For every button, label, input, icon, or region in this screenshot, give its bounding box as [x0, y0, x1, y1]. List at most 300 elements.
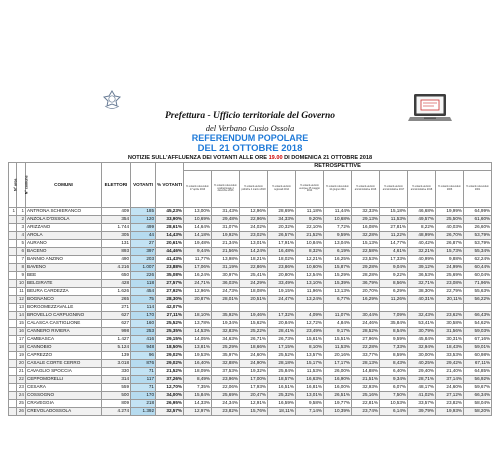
comune-number-cell: 20 [17, 360, 26, 368]
comune-name-cell: CANNOBIO [26, 344, 102, 352]
retro-cell: 7,14% [296, 408, 324, 416]
retro-cell: 15,87% [324, 264, 352, 272]
pct-votanti-cell: 27,11% [156, 312, 184, 320]
retro-cell: 13,00% [184, 208, 212, 216]
retro-cell: 35,84% [380, 320, 408, 328]
retro-cell: 16,59% [268, 400, 296, 408]
comune-number-cell: 9 [17, 272, 26, 280]
retro-cell: 45,84% [408, 336, 436, 344]
elettori-cell: 271 [102, 304, 131, 312]
elettori-cell: 893 [102, 248, 131, 256]
retro-cell: 28,28% [352, 272, 380, 280]
retro-cell: 9,04% [380, 264, 408, 272]
retro-cell: 26,71% [240, 336, 268, 344]
table-row [9, 312, 492, 320]
comune-name-cell: CAPREZZO [26, 352, 102, 360]
retro-cell: 67,11% [464, 360, 492, 368]
retro-cell: 11,26% [380, 296, 408, 304]
elettori-cell: 4.274 [102, 408, 131, 416]
table-row [9, 256, 492, 264]
retro-cell: 32,93% [352, 384, 380, 392]
retro-cell: 9,59% [324, 232, 352, 240]
area-cell [9, 256, 17, 264]
elettori-cell: 305 [102, 232, 131, 240]
votanti-cell: 203 [131, 256, 156, 264]
retro-cell: 6,77% [324, 296, 352, 304]
retro-cell: 16,48% [268, 248, 296, 256]
retro-cell: 15,18% [380, 208, 408, 216]
retro-cell: 17,91% [268, 240, 296, 248]
votanti-cell: 118 [131, 280, 156, 288]
retro-cell: 34,63% [212, 336, 240, 344]
retro-cell [352, 304, 380, 312]
retro-cell: 13,57% [296, 352, 324, 360]
retro-cell [268, 304, 296, 312]
retro-cell: 59,67% [464, 384, 492, 392]
pct-votanti-cell: 41,43% [156, 256, 184, 264]
retro-cell: 8,54% [380, 328, 408, 336]
retro-cell: 7,35% [184, 384, 212, 392]
votanti-cell: 253 [131, 328, 156, 336]
retro-cell: 39,12% [408, 264, 436, 272]
pct-votanti-cell: 35,08% [156, 272, 184, 280]
elettori-cell: 5.124 [102, 344, 131, 352]
retro-cell: 20,87% [184, 296, 212, 304]
comune-number-cell: 23 [17, 384, 26, 392]
table-row [9, 344, 492, 352]
area-cell [9, 280, 17, 288]
retro-cell: 20,84% [268, 320, 296, 328]
area-cell [9, 376, 17, 384]
retro-cell: 20,80% [268, 272, 296, 280]
retro-cell: 18,08% [240, 288, 268, 296]
retro-cell: 12,96% [184, 288, 212, 296]
elettori-cell: 354 [102, 216, 131, 224]
retro-cell: 7,72% [324, 224, 352, 232]
retro-cell: 46,68% [408, 208, 436, 216]
retro-cell: 18,57% [268, 376, 296, 384]
pct-votanti-cell: 37,26% [156, 376, 184, 384]
table-row [9, 232, 492, 240]
retro-cell: 35,92% [212, 312, 240, 320]
retro-cell: 13,04% [324, 240, 352, 248]
retro-cell: 33,49% [268, 280, 296, 288]
comune-number-cell: 11 [17, 288, 26, 296]
col-header-comuni: COMUNI [26, 163, 102, 208]
retro-cell: 30,31% [436, 336, 464, 344]
votanti-cell: 71 [131, 384, 156, 392]
retro-cell: 13,13% [324, 288, 352, 296]
retro-header: % votanti referendum 12 giugno 2011 [324, 171, 352, 208]
turnout-hour: 19.00 [268, 155, 283, 161]
retro-cell: 13,78% [184, 320, 212, 328]
retro-cell: 54,62% [464, 320, 492, 328]
retro-cell: 18,66% [240, 344, 268, 352]
retro-cell: 37,14% [436, 376, 464, 384]
pct-votanti-cell: 29,15% [156, 336, 184, 344]
retro-cell: 12,91% [240, 400, 268, 408]
retro-cell: 24,02% [240, 224, 268, 232]
table-row [9, 264, 492, 272]
retro-cell: 17,93% [240, 384, 268, 392]
table-row [9, 320, 492, 328]
area-cell [9, 216, 17, 224]
elettori-cell: 490 [102, 256, 131, 264]
retro-cell: 31,43% [212, 208, 240, 216]
retro-cell: 22,79% [436, 288, 464, 296]
retro-cell: 17,15% [268, 344, 296, 352]
retro-cell: 21,34% [212, 240, 240, 248]
retro-cell: 33,77% [352, 352, 380, 360]
comune-name-cell: BACENO [26, 248, 102, 256]
retro-cell: 23,82% [436, 400, 464, 408]
elettori-cell: 627 [102, 320, 131, 328]
elettori-cell: 139 [102, 352, 131, 360]
retro-cell: 32,94% [408, 344, 436, 352]
retro-cell: 13,10% [296, 280, 324, 288]
retro-cell: 23,08% [436, 280, 464, 288]
elettori-cell: 428 [102, 280, 131, 288]
retro-cell: 58,20% [464, 408, 492, 416]
retro-cell: 25,52% [268, 352, 296, 360]
table-row [9, 376, 492, 384]
retro-cell: 10,68% [324, 216, 352, 224]
comune-number-cell: 6 [17, 248, 26, 256]
retro-cell: 32,21% [408, 248, 436, 256]
retro-cell: 11,44% [324, 208, 352, 216]
area-cell [9, 320, 17, 328]
comune-number-cell: 13 [17, 304, 26, 312]
retro-cell: 24,73% [212, 288, 240, 296]
retro-cell: 32,28% [352, 232, 380, 240]
retro-cell: 9,88% [436, 256, 464, 264]
retro-cell: 19,46% [240, 312, 268, 320]
retro-cell: 30,97% [212, 272, 240, 280]
retro-cell: 26,00% [324, 368, 352, 376]
retro-cell: 18,10% [184, 312, 212, 320]
elettori-cell: 409 [102, 208, 131, 216]
area-cell [9, 224, 17, 232]
retro-cell: 25,50% [436, 216, 464, 224]
retro-cell: 60,44% [464, 264, 492, 272]
area-cell [9, 328, 17, 336]
retro-cell: 15,61% [296, 336, 324, 344]
pct-votanti-cell: 12,70% [156, 384, 184, 392]
retro-cell: 24,90% [240, 360, 268, 368]
comune-name-cell: ARIZZANO [26, 224, 102, 232]
pct-votanti-cell: 23,88% [156, 264, 184, 272]
votanti-cell: 170 [131, 312, 156, 320]
votanti-cell: 120 [131, 216, 156, 224]
area-cell [9, 312, 17, 320]
elettori-cell: 265 [102, 296, 131, 304]
retro-cell: 19,53% [184, 352, 212, 360]
area-cell [9, 336, 17, 344]
pct-votanti-cell: 28,30% [156, 296, 184, 304]
elettori-cell: 1.626 [102, 288, 131, 296]
retro-cell: 11,96% [296, 288, 324, 296]
retro-cell: 9,22% [380, 272, 408, 280]
retro-cell: 8,59% [380, 352, 408, 360]
comune-number-cell: 24 [17, 392, 26, 400]
retro-cell: 26,70% [436, 232, 464, 240]
comune-name-cell: BAVENO [26, 264, 102, 272]
retro-cell: 17,00% [240, 376, 268, 384]
retro-cell: 16,90% [324, 376, 352, 384]
comune-name-cell: CANNERO RIVIERA [26, 328, 102, 336]
retro-cell: 15,29% [324, 272, 352, 280]
comune-number-cell: 21 [17, 368, 26, 376]
pct-votanti-cell: 29,02% [156, 360, 184, 368]
retro-cell: 19,48% [184, 240, 212, 248]
retro-cell: 14,18% [184, 232, 212, 240]
retro-cell: 10,53% [380, 400, 408, 408]
pct-votanti-cell: 33,90% [156, 216, 184, 224]
retro-cell: 29,42% [436, 360, 464, 368]
elettori-cell: 559 [102, 384, 131, 392]
comune-name-cell: BELGIRATE [26, 280, 102, 288]
pct-votanti-cell: 45,23% [156, 208, 184, 216]
retro-cell: 9,59% [380, 336, 408, 344]
retro-cell: 28,71% [408, 376, 436, 384]
retro-cell: 8,43% [380, 360, 408, 368]
comune-number-cell: 12 [17, 296, 26, 304]
retro-cell: 53,41% [408, 320, 436, 328]
area-cell: 1 [9, 208, 17, 216]
retro-cell: 29,48% [212, 216, 240, 224]
referendum-date: DEL 21 OTTOBRE 2018 [197, 143, 303, 154]
comune-number-cell: 17 [17, 336, 26, 344]
elettori-cell: 627 [102, 312, 131, 320]
retro-cell: 24,60% [436, 384, 464, 392]
table-row [9, 216, 492, 224]
retro-cell: 15,13% [352, 240, 380, 248]
comune-number-cell: 14 [17, 312, 26, 320]
comune-number-cell: 18 [17, 344, 26, 352]
retro-cell: 4,09% [296, 312, 324, 320]
retro-cell: 26,87% [436, 240, 464, 248]
retro-cell: 40,03% [436, 224, 464, 232]
retro-cell: 11,53% [324, 344, 352, 352]
retro-cell: 12,72% [296, 320, 324, 328]
retro-cell: 28,52% [352, 328, 380, 336]
retro-cell: 64,99% [464, 208, 492, 216]
pct-votanti-cell: 29,02% [156, 352, 184, 360]
retro-cell: 13,98% [212, 256, 240, 264]
pct-votanti-cell: 42,07% [156, 304, 184, 312]
area-cell [9, 344, 17, 352]
comune-name-cell: CALASCA CASTIGLIONE [26, 320, 102, 328]
retro-cell: 30,58% [436, 320, 464, 328]
comune-name-cell: BEE [26, 272, 102, 280]
turnout-table [8, 162, 492, 416]
comune-name-cell: BOGNANCO [26, 296, 102, 304]
retro-cell: 19,99% [436, 208, 464, 216]
col-header-elettori: ELETTORI [102, 163, 131, 208]
retro-cell: 24,34% [212, 400, 240, 408]
retro-cell: 23,53% [352, 256, 380, 264]
votanti-cell: 218 [131, 400, 156, 408]
retro-cell: 4,61% [380, 248, 408, 256]
retro-cell: 48,99% [408, 232, 436, 240]
retro-cell: 29,13% [352, 216, 380, 224]
retro-cell: 56,92% [464, 376, 492, 384]
retro-cell: 10,84% [296, 240, 324, 248]
votanti-cell: 75 [131, 296, 156, 304]
comune-number-cell: 2 [17, 216, 26, 224]
col-header-votanti: VOTANTI [131, 163, 156, 208]
col-header-area: N° area [9, 163, 17, 208]
retro-cell: 32,43% [408, 312, 436, 320]
comune-number-cell: 10 [17, 280, 26, 288]
prefecture-title: Prefettura - Ufficio territoriale del Governo [164, 111, 335, 121]
retro-cell: 58,04% [464, 400, 492, 408]
retro-cell: 6,07% [380, 384, 408, 392]
retro-cell: 32,71% [408, 280, 436, 288]
votanti-cell: 114 [131, 304, 156, 312]
retro-cell: 8,10% [296, 344, 324, 352]
area-cell [9, 296, 17, 304]
retro-cell: 11,53% [380, 216, 408, 224]
retro-cell: 62,24% [464, 256, 492, 264]
comune-number-cell: 3 [17, 224, 26, 232]
retro-cell: 16,40% [184, 360, 212, 368]
retro-cell: 28,18% [268, 360, 296, 368]
retro-cell: 9,20% [296, 216, 324, 224]
retro-cell: 11,07% [324, 312, 352, 320]
retro-cell: 14,05% [184, 336, 212, 344]
retro-cell: 41,02% [408, 392, 436, 400]
retro-cell: 16,51% [268, 384, 296, 392]
retro-cell: 32,88% [212, 360, 240, 368]
retro-cell: 16,63% [296, 376, 324, 384]
retro-cell: 19,15% [268, 288, 296, 296]
retro-cell: 49,57% [408, 216, 436, 224]
retro-cell: 16,24% [184, 272, 212, 280]
republic-emblem-icon [103, 90, 121, 110]
retro-cell: 25,84% [268, 368, 296, 376]
retro-cell: 15,73% [436, 248, 464, 256]
retro-cell: 14,53% [184, 328, 212, 336]
area-cell [9, 288, 17, 296]
area-cell [9, 248, 17, 256]
retro-header: % votanti elezioni politiche 4 marzo 2018 [240, 171, 268, 208]
retro-cell: 40,25% [408, 360, 436, 368]
pct-votanti-cell: 21,52% [156, 368, 184, 376]
retro-cell: 66,34% [464, 392, 492, 400]
retro-cell: 30,79% [408, 328, 436, 336]
retro-cell: 32,33% [352, 208, 380, 216]
retro-cell: 19,32% [240, 368, 268, 376]
retro-cell: 6,14% [380, 408, 408, 416]
retro-cell: 15,76% [240, 408, 268, 416]
retro-cell: 31,19% [212, 264, 240, 272]
retro-cell: 8,49% [184, 376, 212, 384]
retro-cell [380, 304, 408, 312]
retro-cell: 11,53% [296, 368, 324, 376]
retro-cell: 16,81% [296, 384, 324, 392]
retro-cell: 20,47% [240, 392, 268, 400]
retro-cell: 28,69% [268, 208, 296, 216]
table-row [9, 328, 492, 336]
comune-number-cell: 8 [17, 264, 26, 272]
area-cell [9, 360, 17, 368]
retro-cell: 16,08% [352, 224, 380, 232]
col-header-retrospettive: RETROSPETTIVE [184, 163, 492, 171]
retro-cell: 18,09% [184, 368, 212, 376]
table-row [9, 368, 492, 376]
retro-cell: 24,47% [268, 296, 296, 304]
retro-cell: 23,02% [240, 232, 268, 240]
pct-votanti-cell: 34,00% [156, 392, 184, 400]
retro-cell: 28,41% [268, 328, 296, 336]
retro-cell: 12,21% [296, 256, 324, 264]
retro-cell: 28,13% [352, 360, 380, 368]
retro-cell: 22,81% [352, 400, 380, 408]
retro-cell: 56,22% [464, 296, 492, 304]
retro-cell: 16,29% [352, 296, 380, 304]
area-cell [9, 392, 17, 400]
retro-cell: 13,01% [240, 240, 268, 248]
retro-cell: 40,99% [408, 256, 436, 264]
comune-name-cell: CASALE CORTE CERRO [26, 360, 102, 368]
table-row [9, 360, 492, 368]
retro-cell: 24,60% [240, 352, 268, 360]
votanti-cell: 226 [131, 272, 156, 280]
comune-name-cell: BEURA CARDEZZA [26, 288, 102, 296]
retro-cell: 59,01% [464, 344, 492, 352]
retro-cell: 27,96% [352, 336, 380, 344]
comune-name-cell: AROLA [26, 232, 102, 240]
elettori-cell: 809 [102, 400, 131, 408]
comune-name-cell: BANNIO ANZINO [26, 256, 102, 264]
retro-cell: 19,77% [324, 400, 352, 408]
votanti-cell: 1.392 [131, 408, 156, 416]
elettori-cell: 131 [102, 240, 131, 248]
comune-name-cell: CAVAGLIO SPOCCIA [26, 368, 102, 376]
retro-cell: 10,60% [296, 264, 324, 272]
retro-header: % votanti elezioni amministrative 2016 [352, 171, 380, 208]
retro-cell: 13,24% [296, 296, 324, 304]
retro-cell [408, 304, 436, 312]
retro-cell: 10,69% [184, 216, 212, 224]
retro-cell: 14,64% [184, 224, 212, 232]
votanti-cell: 397 [131, 248, 156, 256]
table-row [9, 304, 492, 312]
retro-cell: 25,69% [436, 272, 464, 280]
retro-cell: 9,58% [296, 400, 324, 408]
comune-name-cell: CAMBIASCA [26, 336, 102, 344]
retro-cell: 31,56% [436, 328, 464, 336]
retro-cell: 18,43% [436, 344, 464, 352]
comune-number-cell: 26 [17, 408, 26, 416]
comune-name-cell: ANTRONA SCHIERANCO [26, 208, 102, 216]
retro-cell: 53,79% [464, 232, 492, 240]
retro-cell: 16,00% [324, 384, 352, 392]
retro-cell [436, 304, 464, 312]
retro-cell: 25,41% [240, 272, 268, 280]
retro-cell: 36,79% [352, 280, 380, 288]
retro-cell: 6,40% [380, 368, 408, 376]
retro-cell: 37,53% [212, 368, 240, 376]
retro-header: % votanti elezioni amministrative 2018 [408, 171, 436, 208]
retro-cell: 35,97% [212, 352, 240, 360]
area-cell [9, 408, 17, 416]
area-cell [9, 264, 17, 272]
pct-votanti-cell: 25,52% [156, 320, 184, 328]
comune-number-cell: 1 [17, 208, 26, 216]
retro-cell: 17,17% [324, 360, 352, 368]
